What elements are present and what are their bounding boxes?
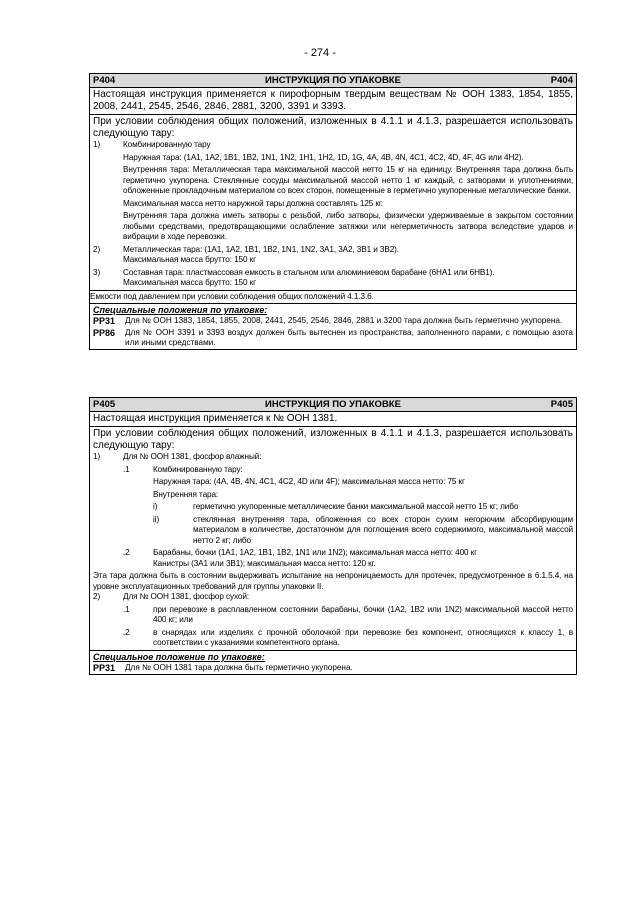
p404-pp86-text: Для № ООН 3391 и 3393 воздух должен быть вытеснен из пространства, заполненного парами, с помощью азота или иными средствами. [125, 328, 573, 347]
p405-inner-ii [93, 515, 573, 547]
p405-inner-i [93, 502, 573, 513]
p404-code-right: P404 [550, 75, 573, 86]
p405-dry-1-text: при перевозке в расплавленном состоянии барабаны, бочки (1A2, 1B2 или 1N2) максимальной массой нетто 400 кг; или [153, 604, 573, 624]
p404-pp31-code: PP31 [93, 316, 116, 326]
p404-pp86-code: PP86 [93, 328, 116, 338]
p404-conditions: При условии соблюдения общих положений, изложенных в 4.1.1 и 4.1.3, разрешается использовать следующую тару: [93, 116, 573, 139]
p404-special [90, 304, 576, 349]
p405-code-right: P405 [550, 399, 573, 410]
p405-sub-2-cans: Канистры (3A1 или 3B1); максимальная масса нетто: 120 кг. [153, 558, 376, 568]
p405-item-1-num: 1) [93, 452, 101, 461]
p404-item-3-max: Максимальная масса брутто: 150 кг [123, 278, 256, 287]
p404-pp31 [93, 316, 573, 326]
p405-item-2-title: Для № ООН 1381, фосфор сухой: [123, 592, 249, 601]
p405-pp31-code: PP31 [93, 662, 116, 673]
p404-code-left: P404 [93, 75, 116, 86]
p405-dry-2 [93, 628, 573, 649]
p405-dry-1 [93, 605, 573, 626]
p405-inner-i-num: i) [153, 502, 158, 511]
packing-instruction-p405 [89, 397, 577, 675]
p404-item-1 [93, 140, 573, 151]
p405-sub-1 [93, 465, 573, 476]
p405-special-title: Специальное положение по упаковке: [93, 651, 265, 662]
p405-sub-2 [93, 548, 573, 559]
p405-item-2-num: 2) [93, 592, 101, 601]
p405-dry-2-text: в снарядах или изделиях с прочной оболочкой при перевозке без компонент, относящихся к классу 1, в соответствии с указаниями компетентного органа. [153, 627, 573, 647]
p405-inner-i-text: герметично укупоренные металлические банки максимальной массой нетто 15 кг; либо [193, 502, 519, 511]
p405-sub-2-num: .2 [123, 548, 130, 557]
p405-sub-1-outer: Наружная тара: (4A, 4B, 4N, 4C1, 4C2, 4D или 4F); максимальная масса нетто: 75 кг [153, 477, 465, 486]
p405-sub-1-inner-label: Внутренняя тара: [153, 489, 219, 499]
p405-dry-1-num: .1 [123, 604, 130, 614]
p404-special-title: Специальные положения по упаковке: [93, 305, 268, 315]
p405-title: ИНСТРУКЦИЯ ПО УПАКОВКЕ [265, 399, 401, 410]
p405-header [90, 398, 576, 412]
p405-item-1 [93, 452, 573, 463]
p404-pp31-text: Для № ООН 1383, 1854, 1855, 2008, 2441, 2545, 2546, 2846, 2881 и 3200 тара должна быть герметично укупорена. [125, 316, 563, 325]
p405-special [90, 651, 576, 674]
p404-title: ИНСТРУКЦИЯ ПО УПАКОВКЕ [265, 75, 401, 86]
p405-applies: Настоящая инструкция применяется к № ООН 1381. [90, 412, 576, 427]
p404-item-3 [93, 268, 573, 279]
p405-pp31-text: Для № ООН 1381 тара должна быть герметично укупорена. [125, 662, 353, 672]
p405-code-left: P405 [93, 399, 116, 410]
p404-pp86 [93, 328, 573, 348]
p404-body [90, 115, 576, 291]
p404-item-3-num: 3) [93, 267, 101, 277]
p404-item-1-outer: Наружная тара: (1A1, 1A2, 1B1, 1B2, 1N1, 1N2, 1H1, 1H2, 1D, 1G, 4A, 4B, 4N, 4C1, 4C2, 4D, 4F, 4G или 4H2). [123, 152, 524, 162]
p404-item-1-closures: Внутренняя тара должна иметь затворы с резьбой, либо затворы, физически удерживаемые в закрытом состоянии любыми средствами, предотвращающими ослабление затяжки или негерметичность затвора вследствие ударов и вибрации в ходе перевозки. [123, 211, 573, 241]
p405-pp31 [93, 663, 573, 673]
p404-item-2-text: Металлическая тара: (1A1, 1A2, 1B1, 1B2, 1N1, 1N2, 3A1, 3A2, 3B1 и 3B2). [123, 244, 399, 254]
p405-item-2 [93, 592, 573, 603]
p404-applies: Настоящая инструкция применяется к пирофорным твердым веществам № ООН 1383, 1854, 1855, 2008, 2441, 2545, 2546, 2846, 2881, 3200, 3391 и 3393. [90, 88, 576, 115]
p405-inner-ii-num: ii) [153, 514, 160, 524]
p405-sub-1-num: .1 [123, 464, 130, 474]
p404-pressure: Емкости под давлением при условии соблюдения общих положений 4.1.3.6. [90, 291, 576, 305]
page-number: - 274 - [304, 47, 336, 59]
p404-header [90, 74, 576, 88]
p404-item-3-text: Составная тара: пластмассовая емкость в стальном или алюминиевом барабане (6HA1 или 6HB1). [123, 267, 495, 277]
p405-sub-2-text: Барабаны, бочки (1A1, 1A2, 1B1, 1B2, 1N1 или 1N2); максимальная масса нетто: 400 кг [153, 548, 478, 557]
p404-item-2 [93, 245, 573, 256]
p405-inner-ii-text: стеклянная внутренняя тара, обложенная со всех сторон сухим негорючим абсорбирующим материалом в количестве, достаточном для поглощения всего содержимого, максимальной массой нетто 2 кг; либо [193, 514, 573, 545]
p404-item-2-num: 2) [93, 244, 101, 254]
p405-item-1-title: Для № ООН 1381, фосфор влажный: [123, 452, 262, 461]
p404-item-1-title: Комбинированную тару [123, 140, 211, 149]
p405-sub-1-title: Комбинированную тару: [153, 464, 243, 474]
p404-item-2-max: Максимальная масса брутто: 150 кг [123, 255, 256, 264]
p404-item-1-inner: Внутренняя тара: Металлическая тара максимальной массой нетто 15 кг на единицу. Внутренняя тара должна быть герметично укупорена. Стеклянные сосуды максимальной массой нетто 1 кг каждый, с затворами и уплотнениями, обложенные прокладочным материалом со всех сторон, помещенные в герметично укупоренные металлические банки. [123, 165, 573, 195]
p405-dry-2-num: .2 [123, 627, 130, 637]
p405-body [90, 427, 576, 651]
p404-item-1-num: 1) [93, 140, 101, 149]
p405-leak-test: Эта тара должна быть в состоянии выдерживать испытание на непроницаемость для протечек, предусмотренное в 6.1.5.4, на уровне эксплуатационных требований для группы упаковки II. [93, 571, 573, 591]
p405-conditions: При условии соблюдения общих положений, изложенных в 4.1.1 и 4.1.3, разрешается использовать следующую тару: [93, 428, 573, 451]
packing-instruction-p404 [89, 73, 577, 350]
p404-item-1-max: Максимальная масса нетто наружной тары должна составлять 125 кг. [123, 198, 383, 208]
